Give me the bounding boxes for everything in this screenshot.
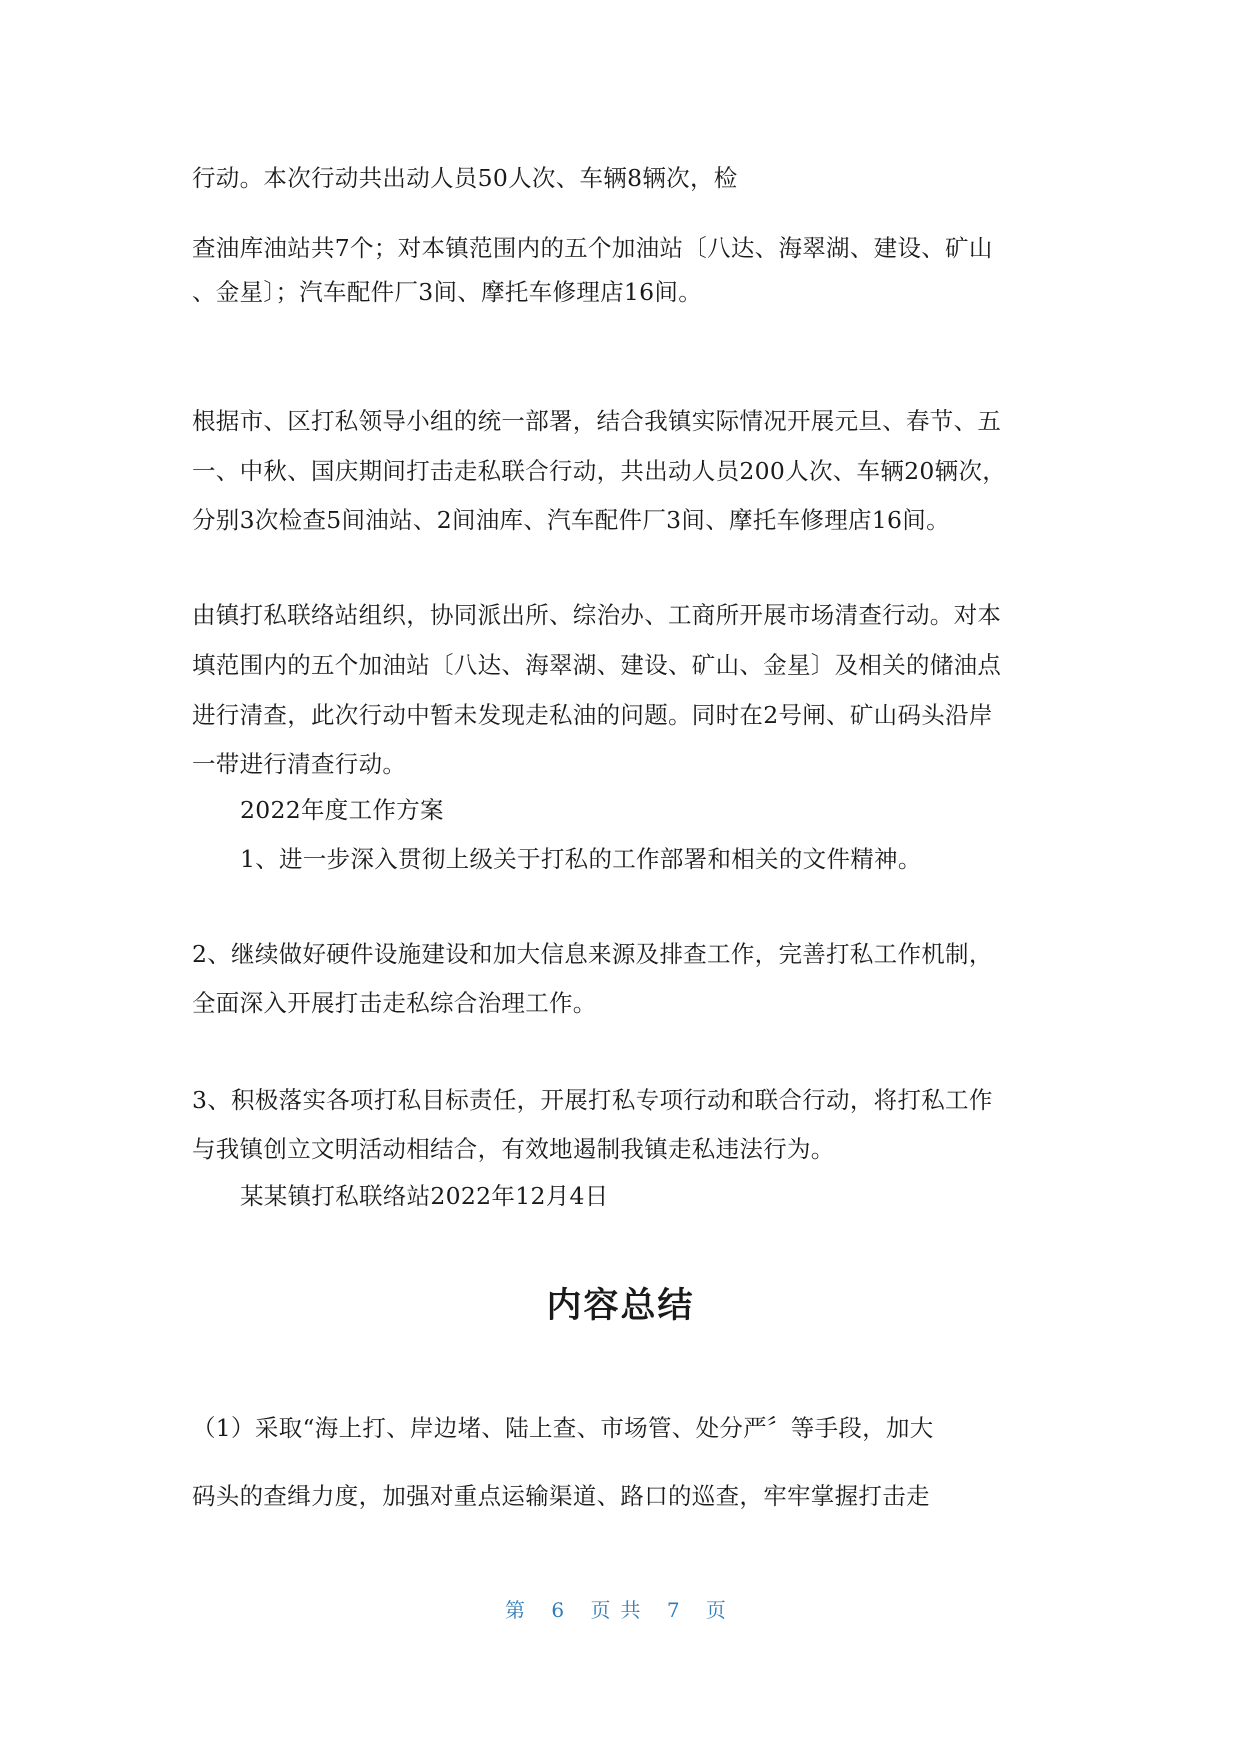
- signature-line: 某某镇打私联络站2022年12月4日: [240, 1182, 609, 1210]
- list-item: 2、继续做好硬件设施建设和加大信息来源及排查工作，完善打私工作机制，: [192, 940, 993, 968]
- paragraph-line: 进行清查，此次行动中暂未发现走私油的问题。同时在2号闸、矿山码头沿岸: [192, 701, 993, 729]
- paragraph-line: 、金星〕；汽车配件厂3间、摩托车修理店16间。: [192, 278, 703, 306]
- list-item: 全面深入开展打击走私综合治理工作。: [192, 989, 597, 1017]
- paragraph-line: 由镇打私联络站组织，协同派出所、综治办、工商所开展市场清查行动。对本: [192, 601, 1002, 629]
- list-item: 与我镇创立文明活动相结合，有效地遏制我镇走私违法行为。: [192, 1135, 835, 1163]
- list-item: 1、进一步深入贯彻上级关于打私的工作部署和相关的文件精神。: [240, 845, 922, 873]
- paragraph-line: 分别3次检查5间油站、2间油库、汽车配件厂3间、摩托车修理店16间。: [192, 506, 950, 534]
- list-item: 3、积极落实各项打私目标责任，开展打私专项行动和联合行动，将打私工作: [192, 1086, 993, 1114]
- paragraph-line: 查油库油站共7个；对本镇范围内的五个加油站〔八达、海翠湖、建设、矿山: [192, 234, 993, 262]
- page-number-footer: 第 6 页共 7 页: [505, 1598, 736, 1622]
- paragraph-line: 一、中秋、国庆期间打击走私联合行动，共出动人员200人次、车辆20辆次，: [192, 457, 1007, 485]
- summary-line: 码头的查缉力度，加强对重点运输渠道、路口的巡查，牢牢掌握打击走: [192, 1482, 930, 1510]
- paragraph-line: 一带进行清查行动。: [192, 750, 407, 778]
- paragraph-line: 行动。本次行动共出动人员50人次、车辆8辆次，检: [192, 164, 738, 192]
- summary-heading: 内容总结: [546, 1286, 695, 1326]
- summary-line: （1）采取“海上打、岸边堵、陆上查、市场管、处分严〞等手段，加大: [192, 1414, 934, 1442]
- paragraph-line: 填范围内的五个加油站〔八达、海翠湖、建设、矿山、金星〕及相关的储油点: [192, 651, 1002, 679]
- paragraph-line: 根据市、区打私领导小组的统一部署，结合我镇实际情况开展元旦、春节、五: [192, 407, 1002, 435]
- plan-title: 2022年度工作方案: [240, 796, 444, 824]
